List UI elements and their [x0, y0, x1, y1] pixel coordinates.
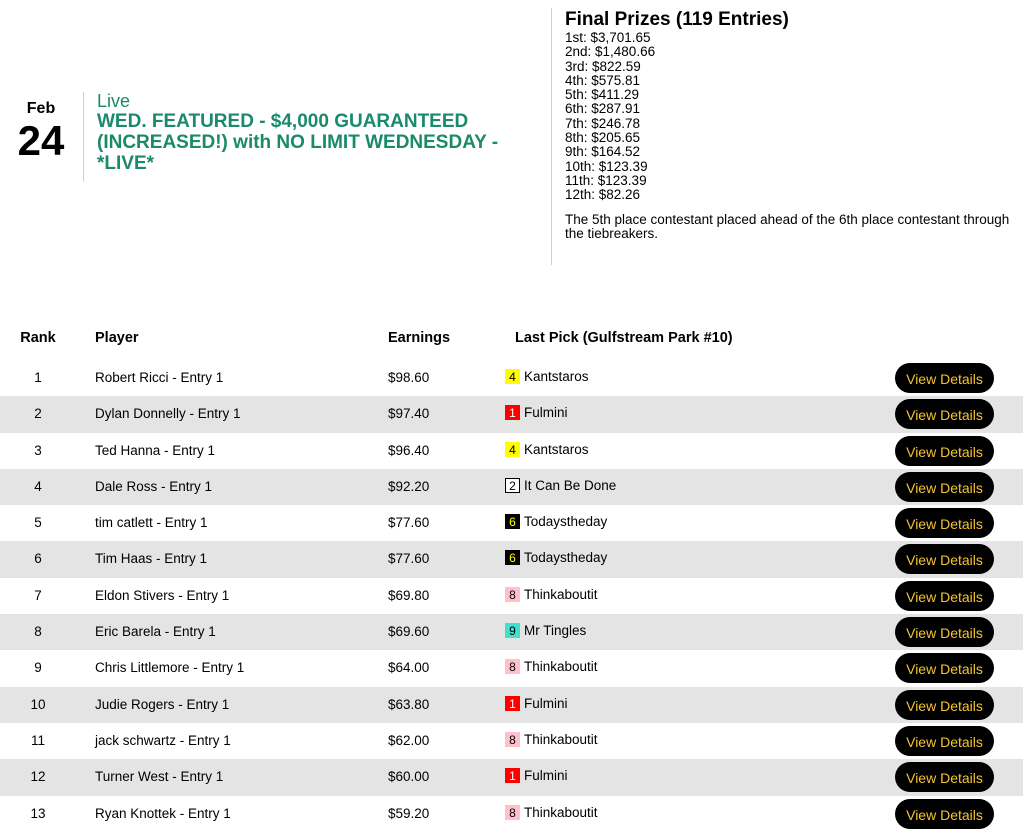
event-date	[0, 100, 82, 162]
rank-cell: 6	[34, 551, 42, 567]
player-name: Ted Hanna - Entry 1	[95, 442, 216, 458]
post-position-badge: 8	[505, 659, 520, 674]
rank-cell: 4	[34, 478, 42, 494]
divider	[551, 8, 552, 265]
event-status: Live	[97, 91, 131, 111]
event-month: Feb	[26, 100, 56, 117]
horse-name: Todaystheday	[524, 514, 608, 530]
horse-name: Thinkaboutit	[524, 586, 598, 602]
player-name: Dylan Donnelly - Entry 1	[95, 406, 241, 422]
prize-line: 2nd: $1,480.66	[565, 44, 656, 60]
player-name: Tim Haas - Entry 1	[95, 551, 208, 567]
view-details-button[interactable]: View Details	[895, 363, 994, 393]
header-player: Player	[95, 330, 139, 346]
view-details-button[interactable]: View Details	[895, 508, 994, 538]
table-row	[0, 796, 1023, 832]
player-name: Judie Rogers - Entry 1	[95, 696, 230, 712]
post-position-badge: 4	[505, 369, 520, 384]
view-details-button[interactable]: View Details	[895, 762, 994, 792]
tiebreaker-note: The 5th place contestant placed ahead of the 6th place contestant through the tiebreakers.	[565, 211, 1010, 242]
header-last-pick: Last Pick (Gulfstream Park #10)	[515, 330, 733, 346]
rank-cell: 10	[30, 696, 46, 712]
table-header	[0, 330, 1023, 348]
leaderboard	[0, 360, 1023, 832]
divider	[83, 92, 84, 182]
horse-name: Kantstaros	[524, 441, 589, 457]
horse-name: It Can Be Done	[524, 477, 617, 493]
horse-name: Fulmini	[524, 695, 568, 711]
last-pick	[505, 732, 598, 747]
prize-line: 11th: $123.39	[565, 172, 647, 188]
horse-name: Thinkaboutit	[524, 804, 598, 820]
earnings-cell: $59.20	[388, 805, 430, 821]
view-details-button[interactable]: View Details	[895, 799, 994, 829]
prize-line: 8th: $205.65	[565, 130, 641, 146]
view-details-button[interactable]: View Details	[895, 399, 994, 429]
rank-cell: 12	[30, 769, 46, 785]
earnings-cell: $92.20	[388, 478, 430, 494]
post-position-badge: 9	[505, 623, 520, 638]
last-pick	[505, 369, 589, 384]
view-details-button[interactable]: View Details	[895, 690, 994, 720]
horse-name: Thinkaboutit	[524, 731, 598, 747]
last-pick	[505, 623, 586, 638]
prize-line: 3rd: $822.59	[565, 58, 641, 74]
rank-cell: 11	[30, 732, 45, 748]
rank-cell: 13	[30, 805, 46, 821]
view-details-button[interactable]: View Details	[895, 617, 994, 647]
horse-name: Todaystheday	[524, 550, 608, 566]
table-row	[0, 723, 1023, 759]
view-details-button[interactable]: View Details	[895, 544, 994, 574]
player-name: tim catlett - Entry 1	[95, 515, 208, 531]
event-title: WED. FEATURED - $4,000 GUARANTEED (INCREASED!) with NO LIMIT WEDNESDAY - *LIVE*	[97, 111, 499, 174]
horse-name: Kantstaros	[524, 369, 589, 384]
view-details-button[interactable]: View Details	[895, 472, 994, 502]
prize-line: 12th: $82.26	[565, 187, 641, 203]
horse-name: Mr Tingles	[524, 623, 587, 639]
table-row	[0, 759, 1023, 795]
player-name: jack schwartz - Entry 1	[95, 732, 231, 748]
earnings-cell: $77.60	[388, 551, 430, 567]
last-pick	[505, 768, 568, 783]
post-position-badge: 1	[505, 768, 520, 783]
header-earnings: Earnings	[388, 330, 451, 346]
prize-line: 7th: $246.78	[565, 115, 641, 131]
post-position-badge: 6	[505, 550, 520, 565]
header-rank: Rank	[20, 330, 56, 346]
event-day: 24	[17, 117, 65, 164]
view-details-button[interactable]: View Details	[895, 653, 994, 683]
table-row	[0, 541, 1023, 577]
post-position-badge: 6	[505, 514, 520, 529]
earnings-cell: $69.60	[388, 624, 430, 640]
post-position-badge: 1	[505, 696, 520, 711]
rank-cell: 2	[34, 406, 42, 422]
rank-cell: 9	[34, 660, 42, 676]
last-pick	[505, 659, 598, 674]
post-position-badge: 8	[505, 732, 520, 747]
last-pick	[505, 405, 568, 420]
table-row	[0, 360, 1023, 396]
earnings-cell: $63.80	[388, 696, 430, 712]
last-pick	[505, 550, 607, 565]
prize-line: 1st: $3,701.65	[565, 30, 651, 45]
view-details-button[interactable]: View Details	[895, 436, 994, 466]
player-name: Eldon Stivers - Entry 1	[95, 587, 230, 603]
prize-line: 5th: $411.29	[565, 87, 640, 103]
post-position-badge: 2	[505, 478, 520, 493]
event-info	[97, 91, 542, 174]
rank-cell: 8	[34, 624, 42, 640]
horse-name: Fulmini	[524, 405, 568, 421]
post-position-badge: 1	[505, 405, 520, 420]
prizes-panel	[565, 9, 1015, 242]
earnings-cell: $98.60	[388, 370, 430, 385]
view-details-button[interactable]: View Details	[895, 726, 994, 756]
table-row	[0, 687, 1023, 723]
table-row	[0, 505, 1023, 541]
rank-cell: 5	[34, 515, 42, 531]
prize-line: 10th: $123.39	[565, 158, 648, 174]
table-row	[0, 650, 1023, 686]
player-name: Turner West - Entry 1	[95, 769, 224, 785]
earnings-cell: $64.00	[388, 660, 430, 676]
player-name: Dale Ross - Entry 1	[95, 478, 213, 494]
table-row	[0, 614, 1023, 650]
table-row	[0, 433, 1023, 469]
rank-cell: 7	[34, 587, 42, 603]
prize-list	[565, 31, 1015, 203]
horse-name: Thinkaboutit	[524, 659, 598, 675]
last-pick	[505, 514, 607, 529]
earnings-cell: $60.00	[388, 769, 430, 785]
view-details-button[interactable]: View Details	[895, 581, 994, 611]
prize-line: 9th: $164.52	[565, 144, 641, 160]
last-pick	[505, 696, 568, 711]
earnings-cell: $77.60	[388, 515, 430, 531]
rank-cell: 3	[34, 442, 42, 458]
horse-name: Fulmini	[524, 768, 568, 784]
prizes-heading: Final Prizes (119 Entries)	[565, 9, 789, 30]
player-name: Ryan Knottek - Entry 1	[95, 805, 231, 821]
rank-cell: 1	[34, 370, 42, 385]
last-pick	[505, 587, 598, 602]
table-row	[0, 469, 1023, 505]
table-row	[0, 396, 1023, 432]
earnings-cell: $69.80	[388, 587, 430, 603]
player-name: Chris Littlemore - Entry 1	[95, 660, 245, 676]
earnings-cell: $62.00	[388, 732, 430, 748]
player-name: Robert Ricci - Entry 1	[95, 370, 224, 385]
earnings-cell: $97.40	[388, 406, 430, 422]
post-position-badge: 4	[505, 442, 520, 457]
table-row	[0, 578, 1023, 614]
post-position-badge: 8	[505, 805, 520, 820]
prize-line: 6th: $287.91	[565, 101, 641, 117]
player-name: Eric Barela - Entry 1	[95, 624, 216, 640]
last-pick	[505, 442, 589, 457]
post-position-badge: 8	[505, 587, 520, 602]
last-pick	[505, 805, 598, 820]
last-pick	[505, 478, 616, 493]
prize-line: 4th: $575.81	[565, 72, 641, 88]
earnings-cell: $96.40	[388, 442, 430, 458]
